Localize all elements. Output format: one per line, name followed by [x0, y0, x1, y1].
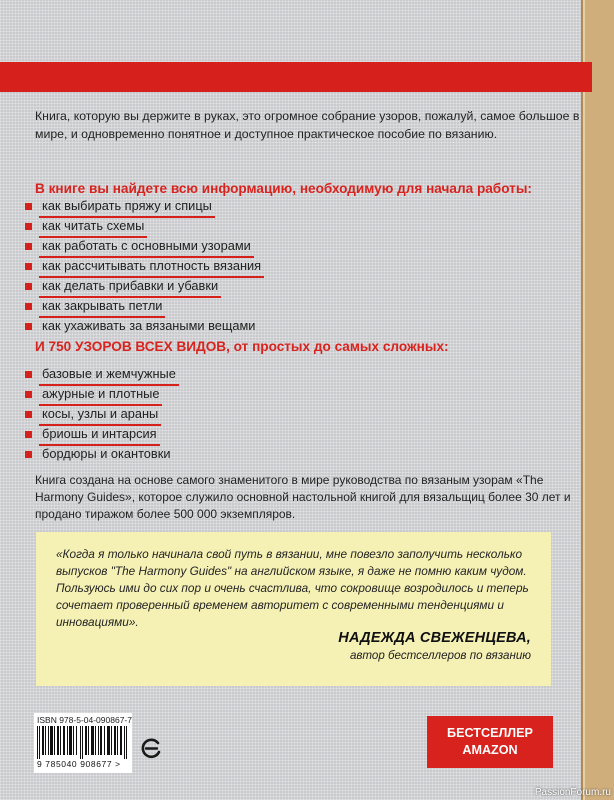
barcode-number: 9 785040 908677 >	[37, 759, 121, 769]
quote-box	[36, 532, 551, 686]
list-item: как читать схемы	[22, 216, 261, 236]
list-item: бордюры и окантовки	[22, 444, 176, 464]
list-item: бриошь и интарсия	[22, 424, 176, 444]
barcode	[34, 713, 132, 773]
quote-author-title: автор бестселлеров по вязанию	[349, 649, 531, 662]
barcode-bars	[37, 726, 129, 759]
list-item: косы, узлы и араны	[22, 404, 176, 424]
quote-author-name: НАДЕЖДА СВЕЖЕНЦЕВА,	[338, 630, 531, 646]
badge-line-2: AMAZON	[462, 743, 518, 757]
quote-text: «Когда я только начинала свой путь в вязании, мне повезло заполучить несколько выпусков "The Harmony Guides" на английском языке, я даже не помню каким чудом. Пользуюсь ими до сих пор и очень счастлива, что сокровище возродилось и теперь сочетает проверенный временем авторитет с современными тенденциями и инновациями».	[56, 547, 529, 629]
book-spine	[581, 0, 614, 800]
watermark: PassionForum.ru	[534, 787, 611, 798]
intro-paragraph: Книга, которую вы держите в руках, это огромное собрание узоров, пожалуй, самое большое в мире, и одновременно понятное и доступное практическое пособие по вязанию.	[35, 109, 580, 141]
list-item: как закрывать петли	[22, 296, 261, 316]
list-item: как ухаживать за вязаными вещами	[22, 316, 261, 336]
section-heading-info: В книге вы найдете всю информацию, необходимую для начала работы:	[35, 181, 532, 196]
quote-author-block	[338, 630, 531, 662]
patterns-list	[22, 364, 176, 464]
list-item: как выбирать пряжу и спицы	[22, 196, 261, 216]
red-banner	[0, 62, 592, 92]
harmony-guides-paragraph: Книга создана на основе самого знаменитого в мире руководства по вязаным узорам «The Harmony Guides», которое служило основной настольной книгой для вязальщиц более 30 лет и продано тиражом более 500 000 экземпляров.	[35, 473, 571, 521]
list-item: как рассчитывать плотность вязания	[22, 256, 261, 276]
list-item: ажурные и плотные	[22, 384, 176, 404]
isbn-label: ISBN 978-5-04-090867-7	[37, 715, 132, 725]
list-item: как работать с основными узорами	[22, 236, 261, 256]
info-list	[22, 196, 261, 336]
eksmo-logo-icon	[140, 737, 162, 759]
section-heading-patterns: И 750 УЗОРОВ ВСЕХ ВИДОВ, от простых до самых сложных:	[35, 339, 449, 354]
list-item: базовые и жемчужные	[22, 364, 176, 384]
bestseller-badge	[427, 716, 553, 768]
badge-line-1: БЕСТСЕЛЛЕР	[447, 726, 533, 740]
list-item: как делать прибавки и убавки	[22, 276, 261, 296]
